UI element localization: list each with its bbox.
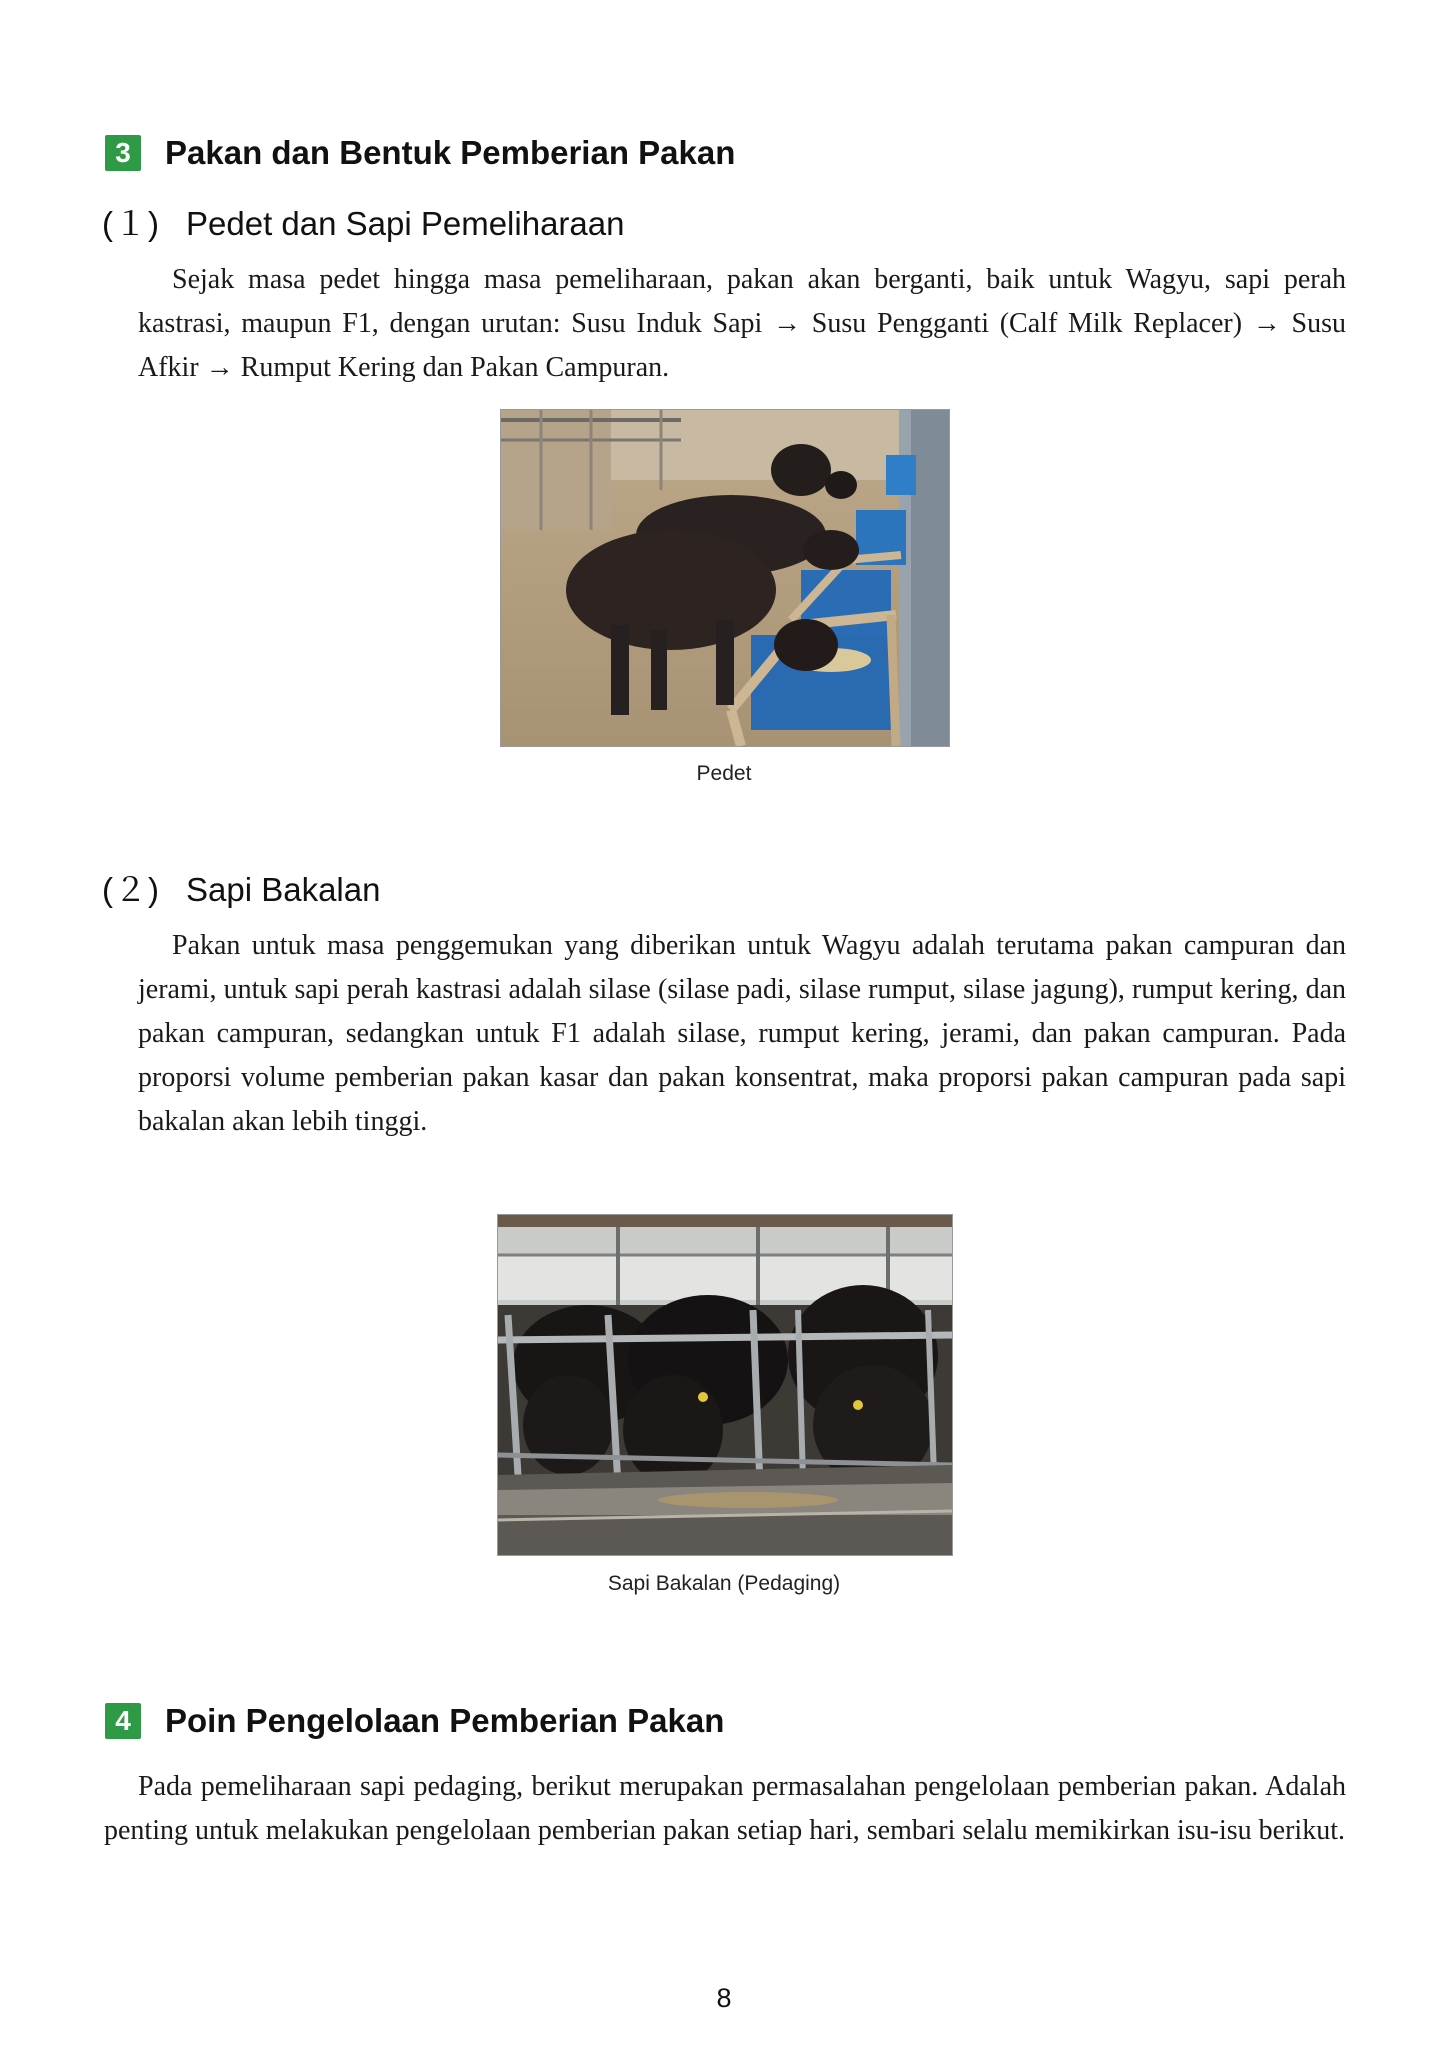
beef-cattle-photo-caption: Sapi Bakalan (Pedaging)	[607, 1572, 841, 1595]
subsection-2-heading	[102, 864, 380, 911]
subsection-1-paragraph: Sejak masa pedet hingga masa pemeliharaan, pakan akan berganti, baik untuk Wagyu, sapi perah kastrasi, maupun F1, dengan urutan: Susu Induk Sapi → Susu Pengganti (Calf Milk Replacer) → Susu Afkir → Rumput Kering dan Pakan Campuran.	[138, 264, 1346, 383]
section-4-number-badge: 4	[105, 1703, 141, 1739]
calves-photo-caption: Pedet	[696, 762, 752, 785]
subsection-2-title: Sapi Bakalan	[186, 871, 381, 908]
subsection-2-paragraph: Pakan untuk masa penggemukan yang diberikan untuk Wagyu adalah terutama pakan campuran dan jerami, untuk sapi perah kastrasi adalah silase (silase padi, silase rumput, silase jagung), rumput kering, dan pakan campuran, sedangkan untuk F1 adalah silase, rumput kering, jerami, dan pakan campuran. Pada proporsi volume pemberian pakan kasar dan pakan konsentrat, maka proporsi pakan campuran pada sapi bakalan akan lebih tinggi.	[138, 930, 1346, 1137]
beef-cattle-photo	[497, 1214, 953, 1556]
subsection-1-number: (１)	[102, 205, 160, 242]
section-4-paragraph: Pada pemeliharaan sapi pedaging, berikut merupakan permasalahan pengelolaan pemberian pakan. Adalah penting untuk melakukan pengelolaan pemberian pakan setiap hari, sembari selalu memikirkan isu-isu berikut.	[104, 1771, 1346, 1846]
section-3-heading	[105, 134, 735, 172]
section-4-heading	[105, 1702, 724, 1740]
section-3-title: Pakan dan Bentuk Pemberian Pakan	[165, 134, 736, 171]
subsection-1-heading	[102, 198, 624, 245]
subsection-2-number: (２)	[102, 871, 160, 908]
section-3-number-badge: 3	[105, 135, 141, 171]
subsection-1-title: Pedet dan Sapi Pemeliharaan	[186, 205, 625, 242]
calves-photo	[500, 409, 950, 747]
section-4-title: Poin Pengelolaan Pemberian Pakan	[165, 1702, 725, 1739]
page-number: 8	[716, 1983, 732, 2013]
